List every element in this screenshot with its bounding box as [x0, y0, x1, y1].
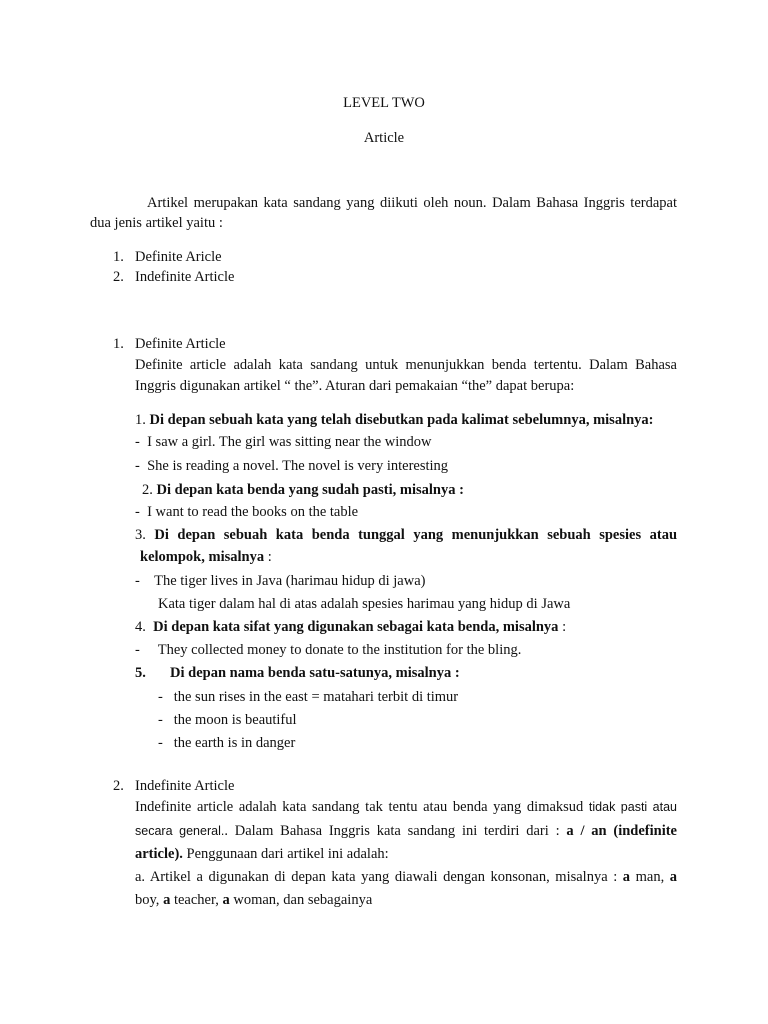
rule-4: 4. Di depan kata sifat yang digunakan sebagai kata benda, misalnya :: [135, 619, 567, 635]
rule-3-line-1: [135, 525, 677, 545]
rule-3-text-1: Di depan sebuah kata benda tunggal yang menunjukkan sebuah spesies atau: [154, 527, 678, 543]
toc-item-2-number: 2.: [113, 269, 124, 285]
intro-line-2: dua jenis artikel yaitu :: [90, 215, 223, 231]
rule-2: [142, 480, 464, 500]
section-2-heading: Indefinite Article: [135, 778, 235, 794]
rule-4-text: Di depan kata sifat yang digunakan sebagai kata benda, misalnya: [153, 619, 559, 635]
definite-desc-line-2: Inggris digunakan artikel “ the”. Aturan dari pemakaian “the” dapat berupa:: [135, 378, 575, 394]
definite-desc-line-1: Definite article adalah kata sandang untuk menunjukkan benda tertentu. Dalam Bahasa: [135, 357, 677, 373]
rule-1-number: 1.: [135, 412, 146, 428]
toc-item-1: Definite Aricle: [135, 249, 222, 265]
toc-item-2: Indefinite Article: [135, 269, 235, 285]
section-2-number: 2.: [113, 778, 124, 794]
toc-item-1-number: 1.: [113, 249, 124, 265]
rule-3-text-2: kelompok, misalnya: [140, 549, 265, 565]
rule-1-text: Di depan sebuah kata yang telah disebutkan pada kalimat sebelumnya, misalnya:: [149, 412, 654, 428]
rule-3-note: Kata tiger dalam hal di atas adalah spesies harimau yang hidup di Jawa: [158, 596, 571, 612]
rule-5-example-1: - the sun rises in the east = matahari terbit di timur: [158, 689, 459, 705]
rule-2-number: 2.: [142, 482, 153, 498]
rule-1-example-1: - I saw a girl. The girl was sitting near the window: [135, 434, 432, 450]
indefinite-desc-line-3: article). Penggunaan dari artikel ini adalah:: [135, 846, 389, 862]
rule-1: [135, 410, 654, 430]
intro-line-1: Artikel merupakan kata sandang yang diikuti oleh noun. Dalam Bahasa Inggris terdapat: [147, 195, 677, 211]
rule-4-number: 4.: [135, 619, 146, 635]
rule-a-line-1: a. Artikel a digunakan di depan kata yang diawali dengan konsonan, misalnya : a man, a: [135, 869, 678, 885]
section-1-number: 1.: [113, 336, 124, 352]
rule-5-text: Di depan nama benda satu-satunya, misalnya :: [170, 665, 460, 681]
rule-5-example-3: - the earth is in danger: [158, 735, 296, 751]
rule-5-example-2: - the moon is beautiful: [158, 712, 297, 728]
rule-4-example: - They collected money to donate to the institution for the bling.: [135, 642, 522, 658]
page-title: LEVEL TWO: [343, 95, 425, 111]
rule-3-example: - The tiger lives in Java (harimau hidup di jawa): [135, 573, 426, 589]
rule-5-number: 5.: [135, 665, 146, 681]
rule-3-line-2: kelompok, misalnya :: [140, 549, 272, 565]
rule-a-line-2: boy, a teacher, a woman, dan sebagainya: [135, 892, 373, 908]
rule-3-number: 3.: [135, 527, 146, 543]
section-1-heading: Definite Article: [135, 336, 226, 352]
rule-5: [135, 663, 146, 683]
indefinite-desc-line-2: secara general.. Dalam Bahasa Inggris kata sandang ini terdiri dari : a / an (indefinite: [135, 823, 677, 839]
rule-1-example-2: - She is reading a novel. The novel is very interesting: [135, 458, 449, 474]
page-subtitle: Article: [363, 130, 405, 146]
indefinite-desc-line-1: Indefinite article adalah kata sandang tak tentu atau benda yang dimaksud tidak pasti atau: [135, 799, 677, 815]
rule-2-example: - I want to read the books on the table: [135, 504, 359, 520]
rule-2-text: Di depan kata benda yang sudah pasti, misalnya :: [156, 482, 464, 498]
